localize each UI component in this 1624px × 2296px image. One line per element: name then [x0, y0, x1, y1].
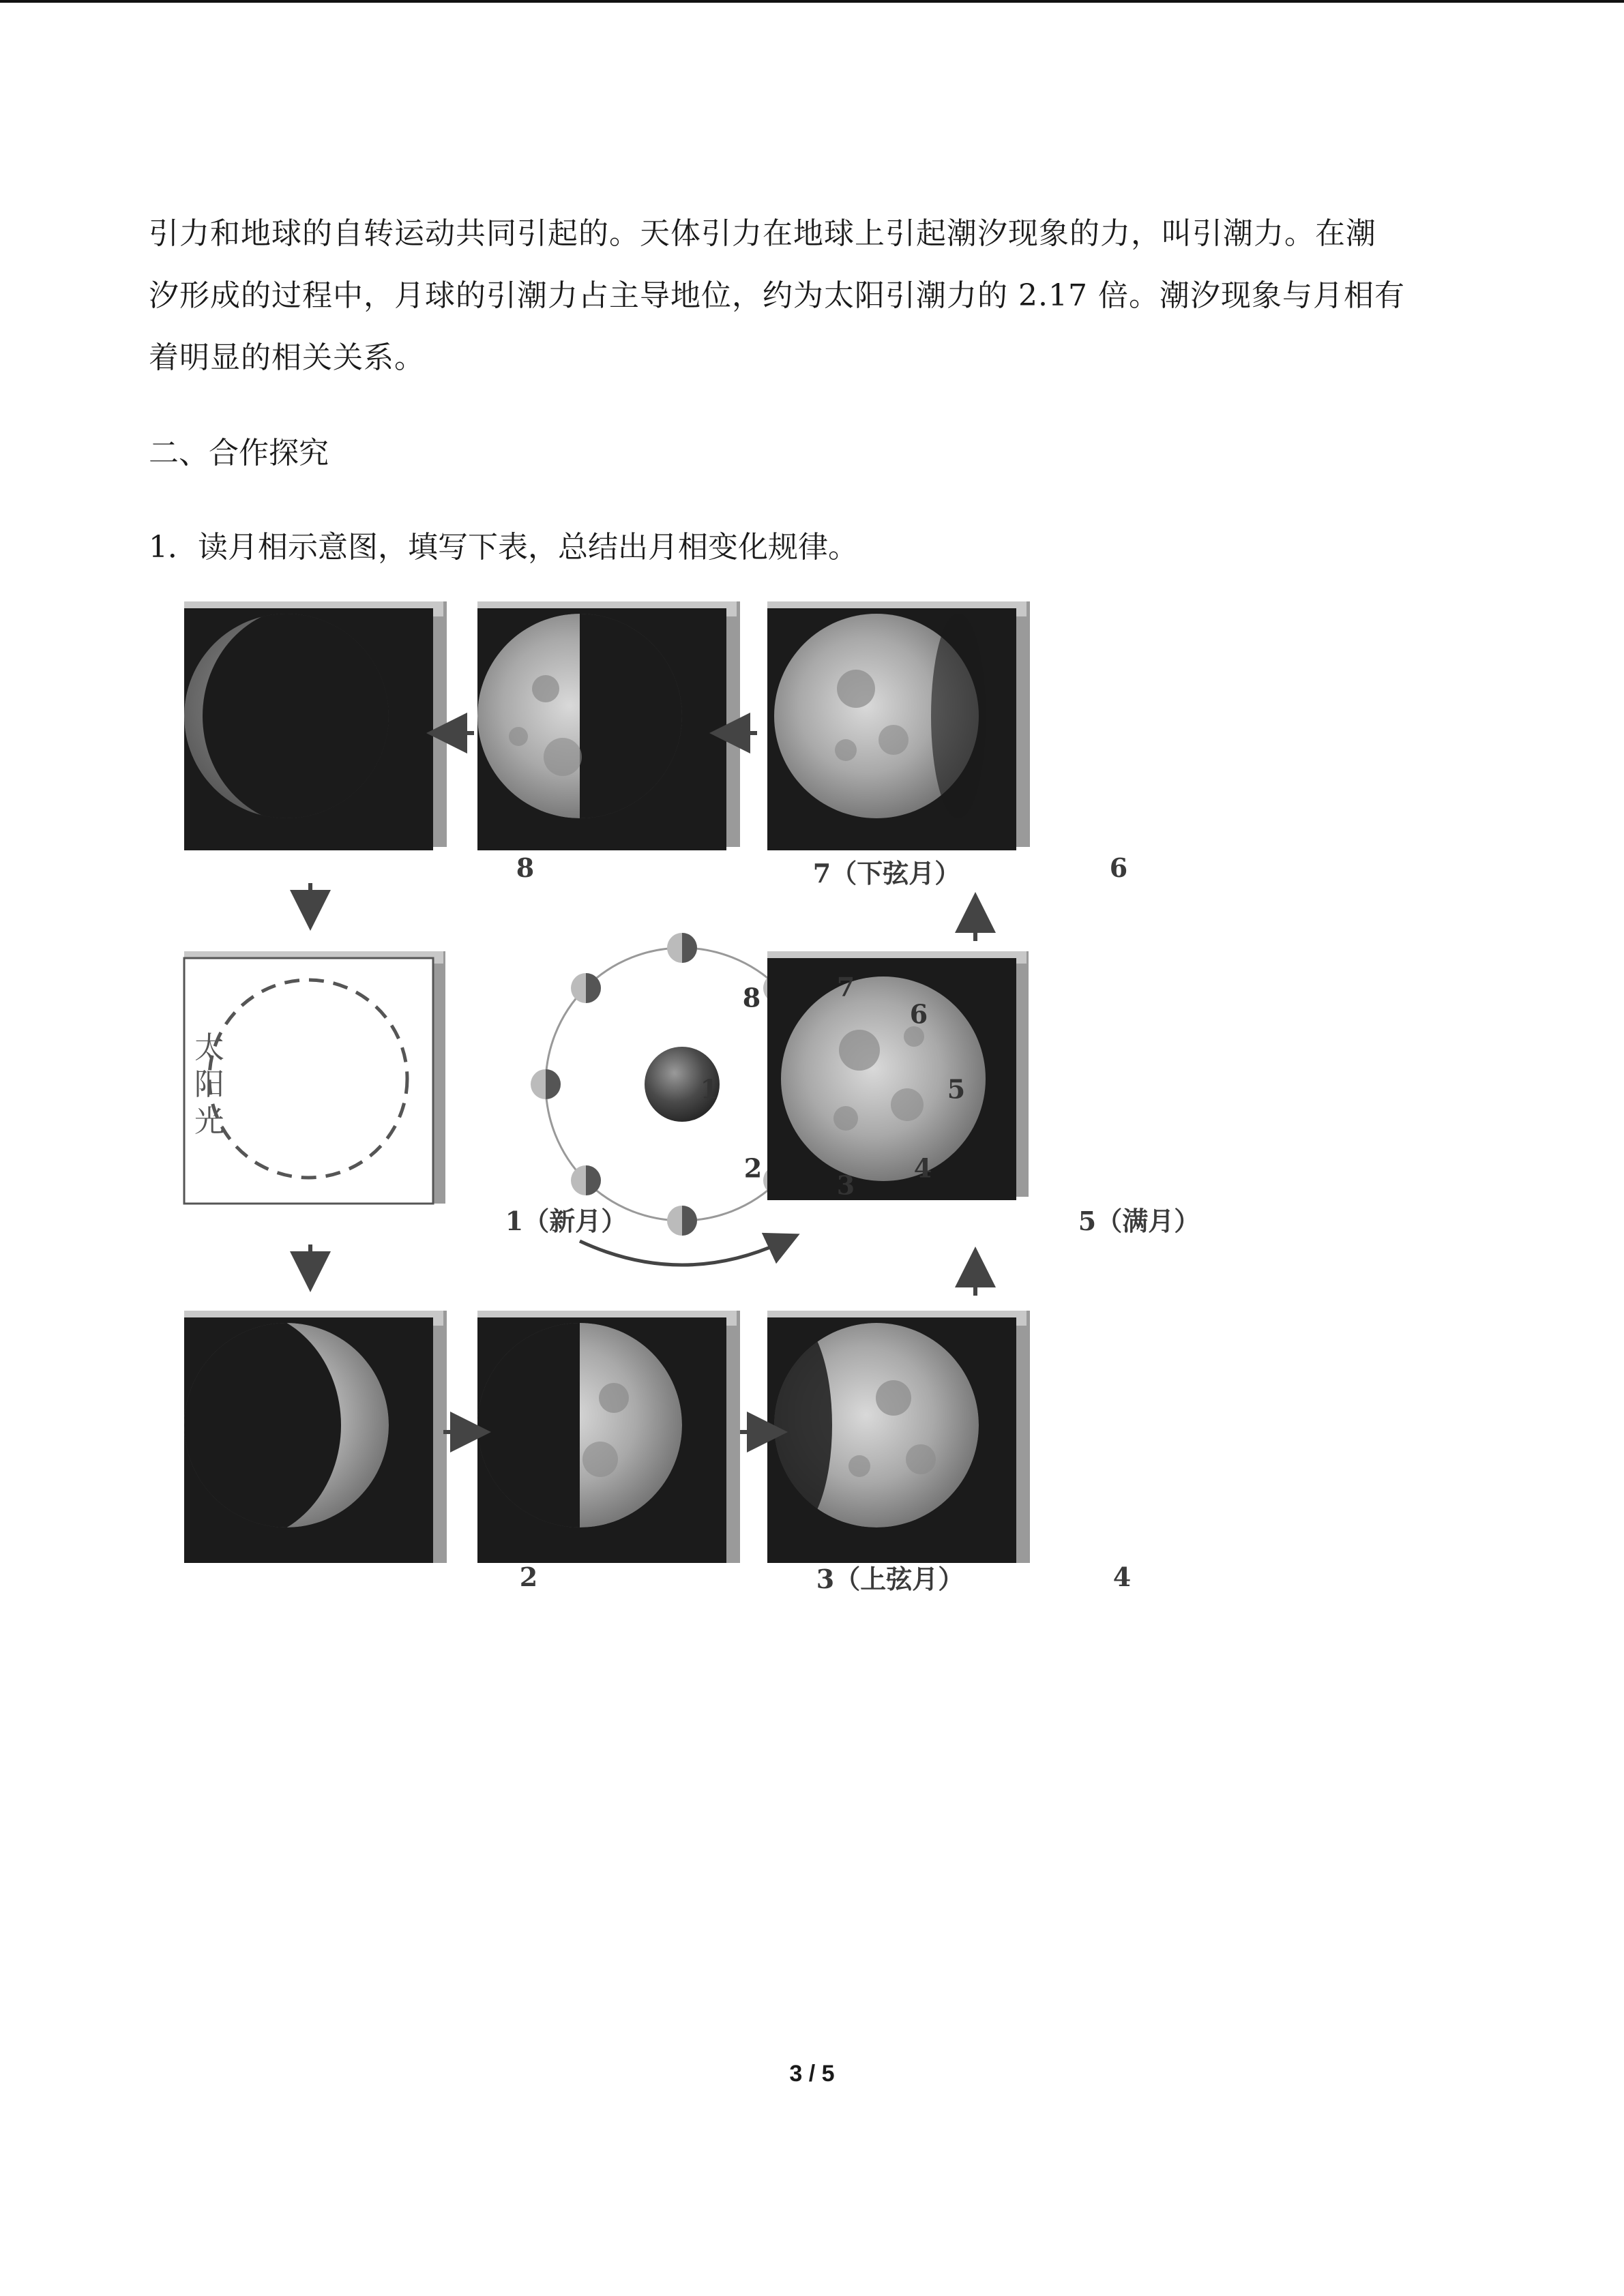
orbit-number-7: 7: [836, 971, 855, 1002]
orbit-direction-arrow-icon: [580, 1241, 784, 1265]
paragraph-line-1: 引力和地球的自转运动共同引起的。天体引力在地球上引起潮汐现象的力，叫引潮力。在潮: [149, 216, 1376, 251]
orbit-number-1: 1: [700, 1073, 719, 1105]
sunlight-label: 太阳光: [194, 1030, 224, 1139]
question-text: 1．读月相示意图，填写下表，总结出月相变化规律。: [149, 530, 858, 565]
paragraph-line-2: 汐形成的过程中，月球的引潮力占主导地位，约为太阳引潮力的 2.17 倍。潮汐现象与月相有: [149, 278, 1405, 313]
paragraph-line-3: 着明显的相关关系。: [149, 340, 425, 375]
orbit-number-4: 4: [913, 1152, 932, 1184]
panel-5-label: 5（满月）: [1078, 1206, 1200, 1236]
moon-panel-8: [184, 601, 447, 850]
orbit-number-8: 8: [742, 982, 761, 1013]
orbit-number-3: 3: [836, 1169, 855, 1201]
orbit-number-5: 5: [947, 1073, 966, 1105]
panel-4-label: 4: [1112, 1562, 1132, 1592]
page-top-border: [0, 0, 1624, 3]
moon-panel-6: [767, 601, 1030, 850]
moon-panel-2: [164, 1309, 447, 1563]
orbit-number-2: 2: [743, 1152, 763, 1184]
moon-panel-3: [464, 1311, 740, 1563]
section-heading: 二、合作探究: [149, 436, 329, 471]
moon-panel-5: [767, 951, 1029, 1200]
page-number: 3 / 5: [789, 2061, 835, 2087]
orbit-number-6: 6: [909, 998, 928, 1030]
panel-8-label: 8: [516, 852, 535, 883]
moon-panel-4: [750, 1311, 1030, 1563]
panel-6-label: 6: [1109, 852, 1128, 883]
panel-1-label: 1（新月）: [505, 1206, 628, 1236]
panel-2-label: 2: [519, 1562, 538, 1592]
moon-phase-figure: [164, 586, 1255, 1609]
panel-7-label: 7（下弦月）: [812, 858, 961, 889]
moon-panel-7: [477, 601, 740, 850]
panel-3-label: 3（上弦月）: [816, 1564, 964, 1594]
